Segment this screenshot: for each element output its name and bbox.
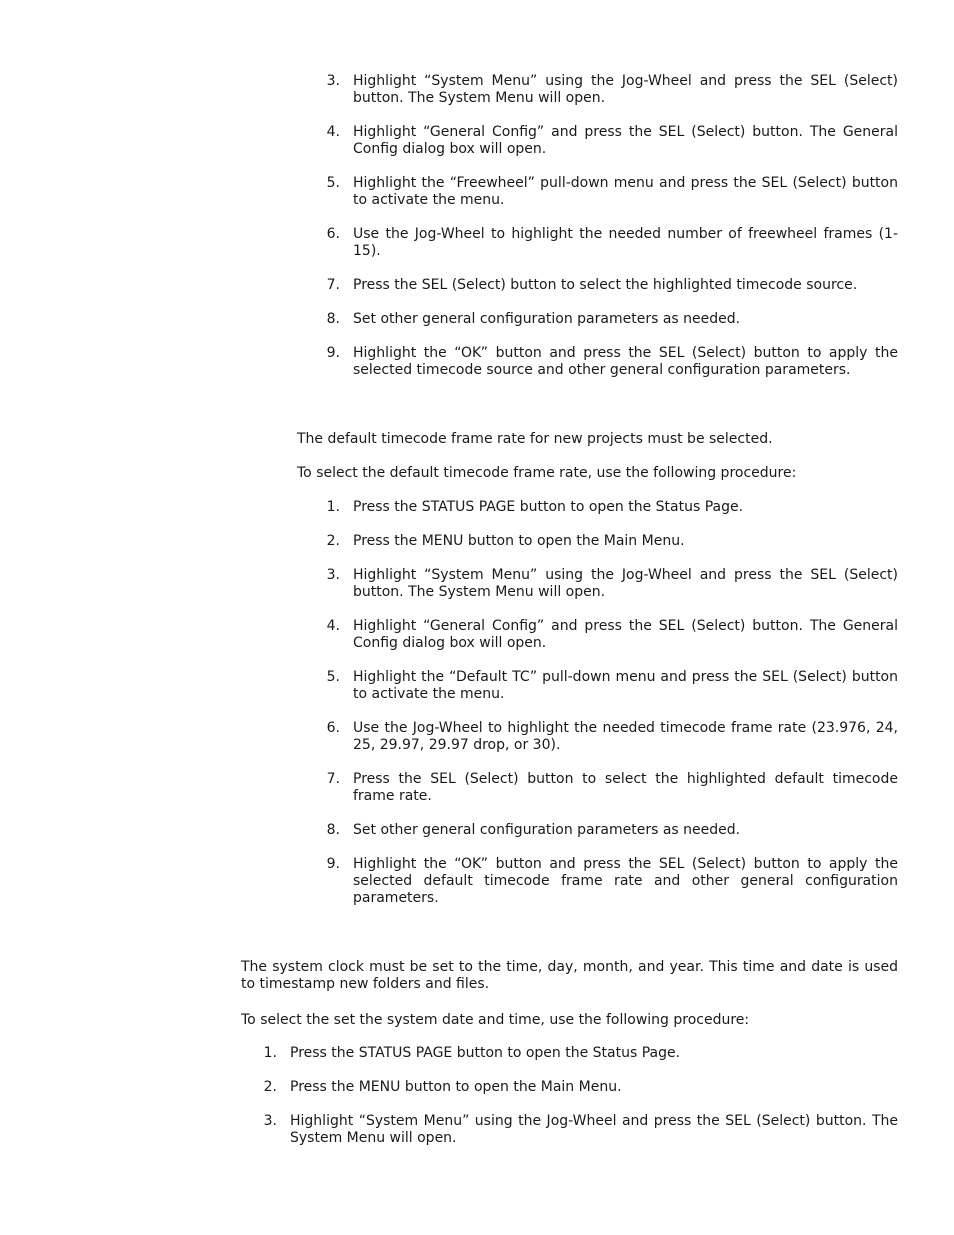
step-number: 9. [326,345,340,361]
step-text: Press the SEL (Select) button to select the highlighted default timecode frame rate. [353,771,898,804]
step-text: Press the MENU button to open the Main Menu. [353,533,685,549]
list-item [320,226,898,260]
step-number: 6. [326,720,340,736]
step-text: Press the MENU button to open the Main Menu. [290,1079,622,1095]
default-tc-lead: To select the default timecode frame rate, use the following procedure: [297,465,797,481]
step-number: 1. [326,499,340,515]
step-text: Highlight the “Default TC” pull-down menu and press the SEL (Select) button to activate the menu. [353,669,898,702]
step-number: 4. [326,124,340,140]
step-text: Set other general configuration parameters as needed. [353,311,741,327]
step-text: Press the SEL (Select) button to select the highlighted timecode source. [353,277,858,293]
step-number: 7. [326,771,340,787]
list-item [320,669,898,703]
step-text: Highlight the “OK” button and press the SEL (Select) button to apply the selected timecode source and other general configuration parameters. [353,345,898,378]
step-number: 8. [326,311,340,327]
system-clock-steps-list [257,1045,898,1164]
step-number: 3. [263,1113,277,1129]
step-text: Highlight the “OK” button and press the SEL (Select) button to apply the selected default timecode frame rate and other general configuration parameters. [353,856,898,906]
step-text: Set other general configuration parameters as needed. [353,822,741,838]
default-tc-steps-list [320,499,898,924]
step-text: Highlight “System Menu” using the Jog-Wheel and press the SEL (Select) button. The System Menu will open. [353,73,898,106]
list-item [320,499,898,516]
step-text: Highlight the “Freewheel” pull-down menu and press the SEL (Select) button to activate the menu. [353,175,898,208]
step-text: Highlight “System Menu” using the Jog-Wheel and press the SEL (Select) button. The System Menu will open. [290,1113,898,1146]
step-number: 3. [326,73,340,89]
step-text: Use the Jog-Wheel to highlight the needed timecode frame rate (23.976, 24, 25, 29.97, 29.97 drop, or 30). [353,720,898,753]
step-number: 3. [326,567,340,583]
list-item [320,175,898,209]
list-item [257,1113,898,1147]
list-item [320,771,898,805]
list-item [320,277,898,294]
step-number: 5. [326,669,340,685]
system-clock-intro: The system clock must be set to the time, day, month, and year. This time and date is used to timestamp new folders and files. [241,959,898,992]
list-item [257,1079,898,1096]
list-item [320,720,898,754]
step-text: Highlight “General Config” and press the SEL (Select) button. The General Config dialog box will open. [353,618,898,651]
step-number: 6. [326,226,340,242]
list-item [320,124,898,158]
list-item [320,618,898,652]
step-number: 8. [326,822,340,838]
list-item [257,1045,898,1062]
step-text: Press the STATUS PAGE button to open the Status Page. [290,1045,681,1061]
step-number: 7. [326,277,340,293]
list-item [320,73,898,107]
step-number: 9. [326,856,340,872]
step-text: Highlight “System Menu” using the Jog-Wheel and press the SEL (Select) button. The System Menu will open. [353,567,898,600]
list-item [320,533,898,550]
step-text: Press the STATUS PAGE button to open the Status Page. [353,499,744,515]
system-clock-lead: To select the set the system date and time, use the following procedure: [241,1012,750,1028]
step-number: 5. [326,175,340,191]
list-item [320,856,898,907]
freewheel-steps-list [320,73,898,396]
list-item [320,567,898,601]
step-text: Use the Jog-Wheel to highlight the needed number of freewheel frames (1-15). [353,226,898,259]
step-text: Highlight “General Config” and press the SEL (Select) button. The General Config dialog box will open. [353,124,898,157]
step-number: 4. [326,618,340,634]
step-number: 2. [326,533,340,549]
list-item [320,822,898,839]
list-item [320,345,898,379]
step-number: 2. [263,1079,277,1095]
step-number: 1. [263,1045,277,1061]
list-item [320,311,898,328]
default-tc-intro: The default timecode frame rate for new projects must be selected. [297,431,773,447]
